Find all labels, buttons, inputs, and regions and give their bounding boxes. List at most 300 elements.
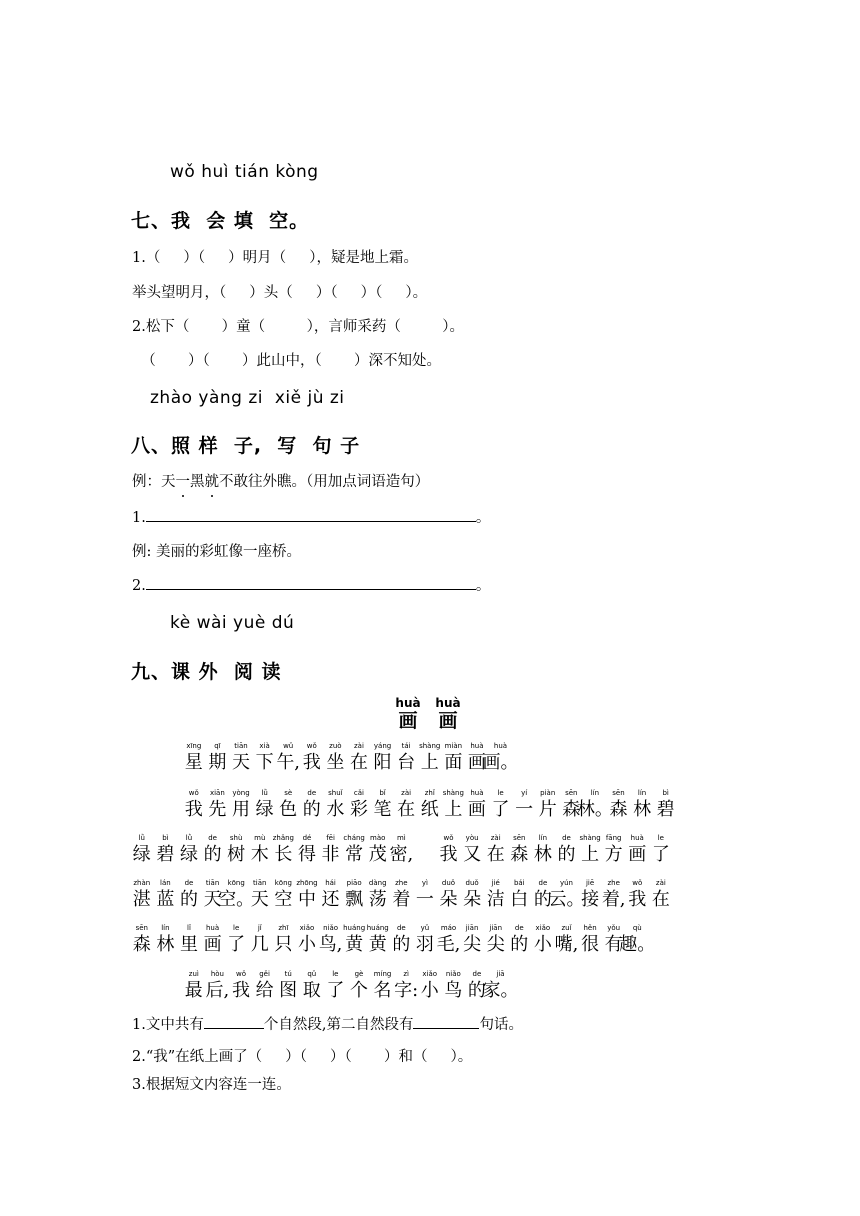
ruby-char bbox=[177, 923, 201, 956]
hanzi-char: 了 bbox=[651, 844, 670, 865]
pinyin-annotation: zì bbox=[403, 970, 409, 978]
answer2-period: 。 bbox=[475, 578, 491, 594]
ruby-char bbox=[177, 833, 201, 866]
hanzi-char: 空 bbox=[274, 889, 293, 910]
ruby-char bbox=[531, 923, 555, 956]
pinyin-annotation: yòng bbox=[232, 789, 250, 797]
ruby-char bbox=[248, 878, 272, 911]
hanzi-char: 绿 bbox=[255, 799, 274, 820]
hanzi-char: 彩 bbox=[349, 799, 368, 820]
hanzi-char: 个 bbox=[349, 980, 368, 1001]
hanzi-char: 天 bbox=[250, 889, 269, 910]
hanzi-char: 洁 bbox=[486, 889, 505, 910]
hanzi-char: 天 bbox=[231, 752, 250, 773]
ruby-char bbox=[272, 878, 296, 911]
hanzi-char: 毛, bbox=[436, 934, 461, 955]
ruby-char bbox=[602, 878, 626, 911]
ruby-char bbox=[324, 741, 348, 774]
example1-dotted-char-2: 就 bbox=[205, 470, 220, 491]
pinyin-annotation: wǒ bbox=[443, 834, 454, 842]
section7-question1-line2: 举头望明月，（ ）头（ ）（ ）（ ）。 bbox=[132, 285, 428, 301]
pinyin-annotation: shuǐ bbox=[328, 789, 343, 797]
pinyin-annotation: gěi bbox=[259, 970, 270, 978]
pinyin-annotation: tiān bbox=[253, 879, 267, 887]
example1-prefix: 例：天 bbox=[132, 474, 176, 490]
pinyin-annotation: shàng bbox=[419, 742, 441, 750]
pinyin-annotation: wǒ bbox=[632, 879, 643, 887]
ruby-char bbox=[390, 878, 414, 911]
pinyin-annotation: sēn bbox=[135, 924, 148, 932]
ruby-char bbox=[206, 969, 230, 1002]
paragraph2-line3 bbox=[130, 878, 673, 911]
hanzi-char: 碧 bbox=[656, 799, 675, 820]
ruby-char bbox=[248, 833, 272, 866]
pinyin-annotation: lín bbox=[161, 924, 170, 932]
pinyin-annotation: zuì bbox=[188, 970, 199, 978]
hanzi-char: 蓝 bbox=[156, 889, 175, 910]
pinyin-annotation: tiān bbox=[205, 879, 220, 887]
hanzi-char: 很 bbox=[581, 934, 600, 955]
hanzi-char: 我 bbox=[231, 980, 250, 1001]
ruby-char bbox=[272, 833, 296, 866]
pinyin-annotation: fēi bbox=[326, 834, 335, 842]
pinyin-annotation: huà bbox=[630, 834, 644, 842]
hanzi-char: 在 bbox=[651, 889, 670, 910]
section8-example2: 例: 美丽的彩虹像一座桥。 bbox=[132, 544, 301, 560]
pinyin-annotation: wǒ bbox=[235, 970, 246, 978]
pinyin-annotation: zuǐ bbox=[561, 924, 572, 932]
hanzi-char: 非 bbox=[321, 844, 340, 865]
pinyin-annotation: bǐ bbox=[379, 789, 386, 797]
hanzi-char: 又 bbox=[463, 844, 482, 865]
section9-pinyin: kè wài yuè dú bbox=[170, 613, 295, 633]
hanzi-char: 绿 bbox=[179, 844, 198, 865]
pinyin-annotation: zài bbox=[490, 834, 501, 842]
hanzi-char: 白 bbox=[510, 889, 529, 910]
hanzi-char: 的 bbox=[392, 934, 411, 955]
hanzi-char: 画 bbox=[438, 710, 458, 732]
ruby-char bbox=[218, 878, 255, 911]
hanzi-char: 小 bbox=[420, 980, 439, 1001]
ruby-char bbox=[482, 969, 519, 1002]
ruby-char bbox=[276, 741, 300, 774]
ruby-char bbox=[371, 969, 395, 1002]
pinyin-annotation: zài bbox=[401, 789, 412, 797]
hanzi-char: 绿 bbox=[132, 844, 151, 865]
pinyin-annotation: yǒu bbox=[607, 924, 621, 932]
ruby-char bbox=[130, 923, 154, 956]
question1-blank1[interactable] bbox=[204, 1016, 264, 1029]
hanzi-char: 台 bbox=[397, 752, 416, 773]
pinyin-annotation: sēn bbox=[513, 834, 526, 842]
pinyin-annotation: zhǎng bbox=[272, 834, 294, 842]
example1-dotted-char-1: 一 bbox=[176, 470, 191, 491]
pinyin-annotation: xiǎo bbox=[422, 970, 438, 978]
pinyin-annotation: shàng bbox=[442, 789, 464, 797]
section9-title: 九、课 外 阅 读 bbox=[131, 661, 282, 683]
ruby-char bbox=[531, 833, 555, 866]
hanzi-char: 在 bbox=[349, 752, 368, 773]
ruby-char bbox=[619, 923, 656, 956]
ruby-char bbox=[548, 878, 585, 911]
pinyin-annotation: le bbox=[497, 789, 504, 797]
hanzi-char: 着, bbox=[601, 889, 626, 910]
pinyin-annotation: huà bbox=[493, 742, 508, 750]
ruby-char bbox=[413, 878, 437, 911]
pinyin-annotation: yòu bbox=[465, 834, 479, 842]
pinyin-annotation: kōng bbox=[227, 879, 245, 887]
ruby-char bbox=[555, 923, 579, 956]
hanzi-char: 上 bbox=[420, 752, 439, 773]
ruby-char bbox=[347, 788, 371, 821]
pinyin-annotation: míng bbox=[373, 970, 392, 978]
ruby-char bbox=[324, 969, 348, 1002]
ruby-char bbox=[253, 969, 277, 1002]
pinyin-annotation: kōng bbox=[274, 879, 292, 887]
pinyin-annotation: cháng bbox=[343, 834, 365, 842]
hanzi-char: 一 bbox=[515, 799, 534, 820]
hanzi-char: 我 bbox=[628, 889, 647, 910]
ruby-char bbox=[413, 855, 437, 866]
ruby-char bbox=[342, 878, 366, 911]
hanzi-char: 接 bbox=[581, 889, 600, 910]
hanzi-char: 一 bbox=[415, 889, 434, 910]
hanzi-char: 荡 bbox=[368, 889, 387, 910]
section8-answer2 bbox=[132, 574, 490, 595]
pinyin-annotation: duǒ bbox=[441, 879, 456, 887]
hanzi-char: 朵 bbox=[463, 889, 482, 910]
hanzi-char: 纸 bbox=[420, 799, 439, 820]
pinyin-annotation: yáng bbox=[373, 742, 392, 750]
hanzi-char: 画 bbox=[628, 844, 647, 865]
hanzi-char: 的 bbox=[467, 980, 486, 1001]
pinyin-annotation: huà bbox=[435, 696, 461, 710]
ruby-char bbox=[319, 923, 343, 956]
pinyin-annotation: wǒ bbox=[306, 742, 317, 750]
answer2-number: 2. bbox=[132, 578, 146, 594]
pinyin-annotation: zhǐ bbox=[424, 789, 435, 797]
ruby-char bbox=[460, 833, 484, 866]
ruby-char bbox=[649, 833, 673, 866]
story-title bbox=[388, 696, 468, 732]
ruby-char bbox=[366, 923, 390, 956]
pinyin-annotation: xiǎo bbox=[299, 924, 315, 932]
pinyin-annotation: de bbox=[538, 879, 548, 887]
ruby-char bbox=[182, 741, 206, 774]
pinyin-annotation: lín bbox=[538, 834, 548, 842]
pinyin-annotation: de bbox=[208, 834, 217, 842]
ruby-char bbox=[229, 788, 253, 821]
hanzi-char: 黄 bbox=[368, 934, 387, 955]
ruby-char bbox=[319, 878, 343, 911]
ruby-char bbox=[394, 741, 418, 774]
pinyin-annotation: gè bbox=[354, 970, 364, 978]
pinyin-annotation: zhàn bbox=[133, 879, 151, 887]
pinyin-annotation: wǔ bbox=[283, 742, 294, 750]
reading-question2: 2.“我”在纸上画了（ ）（ ）（ ）和（ ）。 bbox=[132, 1049, 473, 1065]
pinyin-annotation: jiān bbox=[489, 924, 503, 932]
hanzi-char: 森 bbox=[510, 844, 529, 865]
ruby-char bbox=[201, 923, 225, 956]
ruby-char bbox=[371, 788, 395, 821]
pinyin-annotation: bái bbox=[513, 879, 525, 887]
question1-part2: 个自然段,第二自然段有 bbox=[263, 1017, 414, 1033]
ruby-char bbox=[625, 878, 649, 911]
pinyin-annotation: lín bbox=[590, 789, 600, 797]
pinyin-annotation: lǜ bbox=[185, 834, 193, 842]
pinyin-annotation: qī bbox=[214, 742, 221, 750]
hanzi-char: 先 bbox=[208, 799, 227, 820]
hanzi-char: 中 bbox=[297, 889, 316, 910]
ruby-char bbox=[489, 788, 513, 821]
hanzi-char: 星 bbox=[184, 752, 203, 773]
hanzi-char: 色 bbox=[279, 799, 298, 820]
hanzi-char: 画 bbox=[467, 799, 486, 820]
hanzi-char: 了 bbox=[491, 799, 510, 820]
pinyin-annotation: huáng bbox=[343, 924, 366, 932]
pinyin-annotation: de bbox=[396, 924, 406, 932]
ruby-char bbox=[418, 969, 442, 1002]
hanzi-char: 林。 bbox=[576, 799, 613, 820]
pinyin-annotation: zhōng bbox=[296, 879, 318, 887]
ruby-char bbox=[460, 878, 484, 911]
answer1-blank[interactable] bbox=[146, 509, 476, 522]
ruby-char bbox=[388, 696, 428, 732]
ruby-char bbox=[177, 878, 201, 911]
hanzi-char: 上 bbox=[444, 799, 463, 820]
pinyin-annotation: le bbox=[233, 924, 240, 932]
pinyin-annotation: miàn bbox=[444, 742, 463, 750]
ruby-char bbox=[182, 788, 206, 821]
ruby-char bbox=[371, 741, 395, 774]
pinyin-annotation: hòu bbox=[210, 970, 224, 978]
hanzi-char: 的 bbox=[203, 844, 222, 865]
hanzi-char: 羽 bbox=[415, 934, 434, 955]
pinyin-annotation: bì bbox=[662, 789, 669, 797]
hanzi-char: 着 bbox=[392, 889, 411, 910]
hanzi-char: 尖 bbox=[486, 934, 505, 955]
pinyin-annotation: niǎo bbox=[323, 924, 339, 932]
pinyin-annotation: dé bbox=[302, 834, 312, 842]
hanzi-char: 在 bbox=[486, 844, 505, 865]
ruby-char bbox=[465, 788, 489, 821]
ruby-char bbox=[437, 878, 461, 911]
pinyin-annotation: piàn bbox=[540, 789, 556, 797]
pinyin-annotation: yí bbox=[521, 789, 528, 797]
ruby-char bbox=[201, 833, 225, 866]
section8-answer1 bbox=[132, 506, 490, 527]
pinyin-annotation: xīng bbox=[186, 742, 202, 750]
hanzi-char: 下 bbox=[255, 752, 274, 773]
hanzi-char: 朵 bbox=[439, 889, 458, 910]
ruby-char bbox=[248, 923, 272, 956]
hanzi-char: 天 bbox=[203, 889, 222, 910]
ruby-char bbox=[428, 696, 468, 732]
hanzi-char: 尖 bbox=[463, 934, 482, 955]
pinyin-annotation: le bbox=[657, 834, 664, 842]
pinyin-annotation: qǔ bbox=[307, 970, 317, 978]
section8-pinyin: zhào yàng zi xiě jù zi bbox=[150, 388, 345, 408]
hanzi-char: 鸟, bbox=[318, 934, 343, 955]
ruby-char bbox=[602, 833, 626, 866]
hanzi-char: 的 bbox=[302, 799, 321, 820]
hanzi-char: 茂 bbox=[368, 844, 387, 865]
question1-part1: 1.文中共有 bbox=[132, 1017, 204, 1033]
answer2-blank[interactable] bbox=[146, 577, 476, 590]
pinyin-annotation: tiān bbox=[234, 742, 248, 750]
hanzi-char: 取 bbox=[302, 980, 321, 1001]
reading-question3: 3.根据短文内容连一连。 bbox=[132, 1077, 291, 1093]
ruby-char bbox=[229, 969, 253, 1002]
pinyin-annotation: zài bbox=[353, 742, 364, 750]
ruby-char bbox=[625, 833, 649, 866]
ruby-char bbox=[342, 833, 366, 866]
ruby-char bbox=[300, 741, 324, 774]
pinyin-annotation: shàng bbox=[579, 834, 601, 842]
pinyin-annotation: shù bbox=[229, 834, 243, 842]
pinyin-annotation: yún bbox=[559, 879, 573, 887]
ruby-char bbox=[253, 741, 277, 774]
ruby-char bbox=[437, 923, 461, 956]
ruby-char bbox=[536, 788, 560, 821]
ruby-char bbox=[154, 878, 178, 911]
pinyin-annotation: bì bbox=[162, 834, 169, 842]
ruby-char bbox=[442, 741, 466, 774]
example1-suffix: 不敢往外瞧。（用加点词语造句） bbox=[219, 474, 430, 490]
hanzi-char: 几 bbox=[250, 934, 269, 955]
ruby-char bbox=[206, 788, 230, 821]
pinyin-annotation: niǎo bbox=[445, 970, 461, 978]
ruby-char bbox=[130, 878, 154, 911]
ruby-char bbox=[607, 788, 631, 821]
hanzi-char: 方 bbox=[604, 844, 623, 865]
pinyin-annotation: mào bbox=[370, 834, 386, 842]
pinyin-annotation: jǐ bbox=[257, 924, 262, 932]
hanzi-char: 还 bbox=[321, 889, 340, 910]
pinyin-annotation: máo bbox=[440, 924, 457, 932]
ruby-char bbox=[578, 878, 602, 911]
hanzi-char: 小 bbox=[533, 934, 552, 955]
ruby-char bbox=[295, 923, 319, 956]
hanzi-char: 在 bbox=[397, 799, 416, 820]
pinyin-annotation: zài bbox=[655, 879, 666, 887]
hanzi-char: 家。 bbox=[482, 980, 519, 1001]
hanzi-char: 森 bbox=[562, 799, 581, 820]
hanzi-char: 了 bbox=[227, 934, 246, 955]
ruby-char bbox=[654, 788, 678, 821]
hanzi-char: 湛 bbox=[132, 889, 151, 910]
hanzi-char: 有 bbox=[604, 934, 623, 955]
hanzi-char: 空。 bbox=[218, 889, 255, 910]
ruby-char bbox=[390, 923, 414, 956]
hanzi-char: 林 bbox=[156, 934, 175, 955]
ruby-char bbox=[418, 788, 442, 821]
hanzi-char: 的 bbox=[179, 889, 198, 910]
hanzi-char: 画。 bbox=[482, 752, 519, 773]
hanzi-char: 的 bbox=[557, 844, 576, 865]
pinyin-annotation: huáng bbox=[366, 924, 389, 932]
hanzi-char: 常 bbox=[345, 844, 364, 865]
pinyin-annotation: de bbox=[184, 879, 194, 887]
hanzi-char: 图 bbox=[279, 980, 298, 1001]
pinyin-annotation: de bbox=[514, 924, 524, 932]
pinyin-annotation: lǐ bbox=[187, 924, 191, 932]
hanzi-char: 面 bbox=[444, 752, 463, 773]
pinyin-annotation: dàng bbox=[368, 879, 387, 887]
ruby-char bbox=[342, 923, 366, 956]
hanzi-char: 趣。 bbox=[619, 934, 656, 955]
pinyin-annotation: yǔ bbox=[420, 924, 430, 932]
section7-question2-line2: （ ）（ ）此山中，（ ）深不知处。 bbox=[132, 353, 442, 369]
hanzi-char: 小 bbox=[297, 934, 316, 955]
ruby-char bbox=[482, 741, 519, 774]
ruby-char bbox=[484, 878, 508, 911]
hanzi-char: 鸟 bbox=[444, 980, 463, 1001]
ruby-char bbox=[442, 788, 466, 821]
hanzi-char: 期 bbox=[208, 752, 227, 773]
hanzi-char: 画 bbox=[203, 934, 222, 955]
pinyin-annotation: sēn bbox=[612, 789, 625, 797]
pinyin-annotation: de bbox=[562, 834, 571, 842]
hanzi-char: 云。 bbox=[548, 889, 585, 910]
hanzi-char: 坐 bbox=[326, 752, 345, 773]
paragraph3-line1 bbox=[182, 969, 519, 1002]
hanzi-char: 午, bbox=[276, 752, 301, 773]
ruby-char bbox=[229, 741, 253, 774]
hanzi-char: 森 bbox=[132, 934, 151, 955]
ruby-char bbox=[576, 788, 613, 821]
paragraph2-line2 bbox=[130, 833, 673, 866]
ruby-char bbox=[508, 833, 532, 866]
question1-blank2[interactable] bbox=[413, 1016, 479, 1029]
ruby-char bbox=[300, 969, 324, 1002]
ruby-char bbox=[154, 833, 178, 866]
ruby-char bbox=[437, 833, 461, 866]
reading-question1 bbox=[132, 1013, 523, 1034]
ruby-char bbox=[460, 923, 484, 956]
hanzi-char: 了 bbox=[326, 980, 345, 1001]
hanzi-char: 森 bbox=[609, 799, 628, 820]
ruby-char bbox=[182, 969, 206, 1002]
hanzi-char: 里 bbox=[179, 934, 198, 955]
hanzi-char: 我 bbox=[184, 799, 203, 820]
hanzi-char: 黄 bbox=[345, 934, 364, 955]
ruby-char bbox=[413, 923, 437, 956]
hanzi-char: 给 bbox=[255, 980, 274, 1001]
pinyin-annotation: sè bbox=[284, 789, 293, 797]
hanzi-char: 树 bbox=[227, 844, 246, 865]
section7-pinyin: wǒ huì tián kòng bbox=[170, 162, 319, 182]
pinyin-annotation: lín bbox=[637, 789, 647, 797]
ruby-char bbox=[512, 788, 536, 821]
pinyin-annotation: duǒ bbox=[465, 879, 479, 887]
ruby-char bbox=[649, 878, 673, 911]
pinyin-annotation: tái bbox=[401, 742, 411, 750]
pinyin-annotation: xiǎo bbox=[535, 924, 551, 932]
pinyin-annotation: jiē bbox=[585, 879, 595, 887]
ruby-char bbox=[347, 969, 371, 1002]
pinyin-annotation: de bbox=[472, 970, 482, 978]
hanzi-char: 水 bbox=[326, 799, 345, 820]
pinyin-annotation: tú bbox=[284, 970, 292, 978]
pinyin-annotation: de bbox=[307, 789, 317, 797]
hanzi-char: 得 bbox=[297, 844, 316, 865]
hanzi-char: 用 bbox=[231, 799, 250, 820]
ruby-char bbox=[347, 741, 371, 774]
ruby-char bbox=[366, 878, 390, 911]
pinyin-annotation: zhe bbox=[395, 879, 408, 887]
ruby-char bbox=[206, 741, 230, 774]
